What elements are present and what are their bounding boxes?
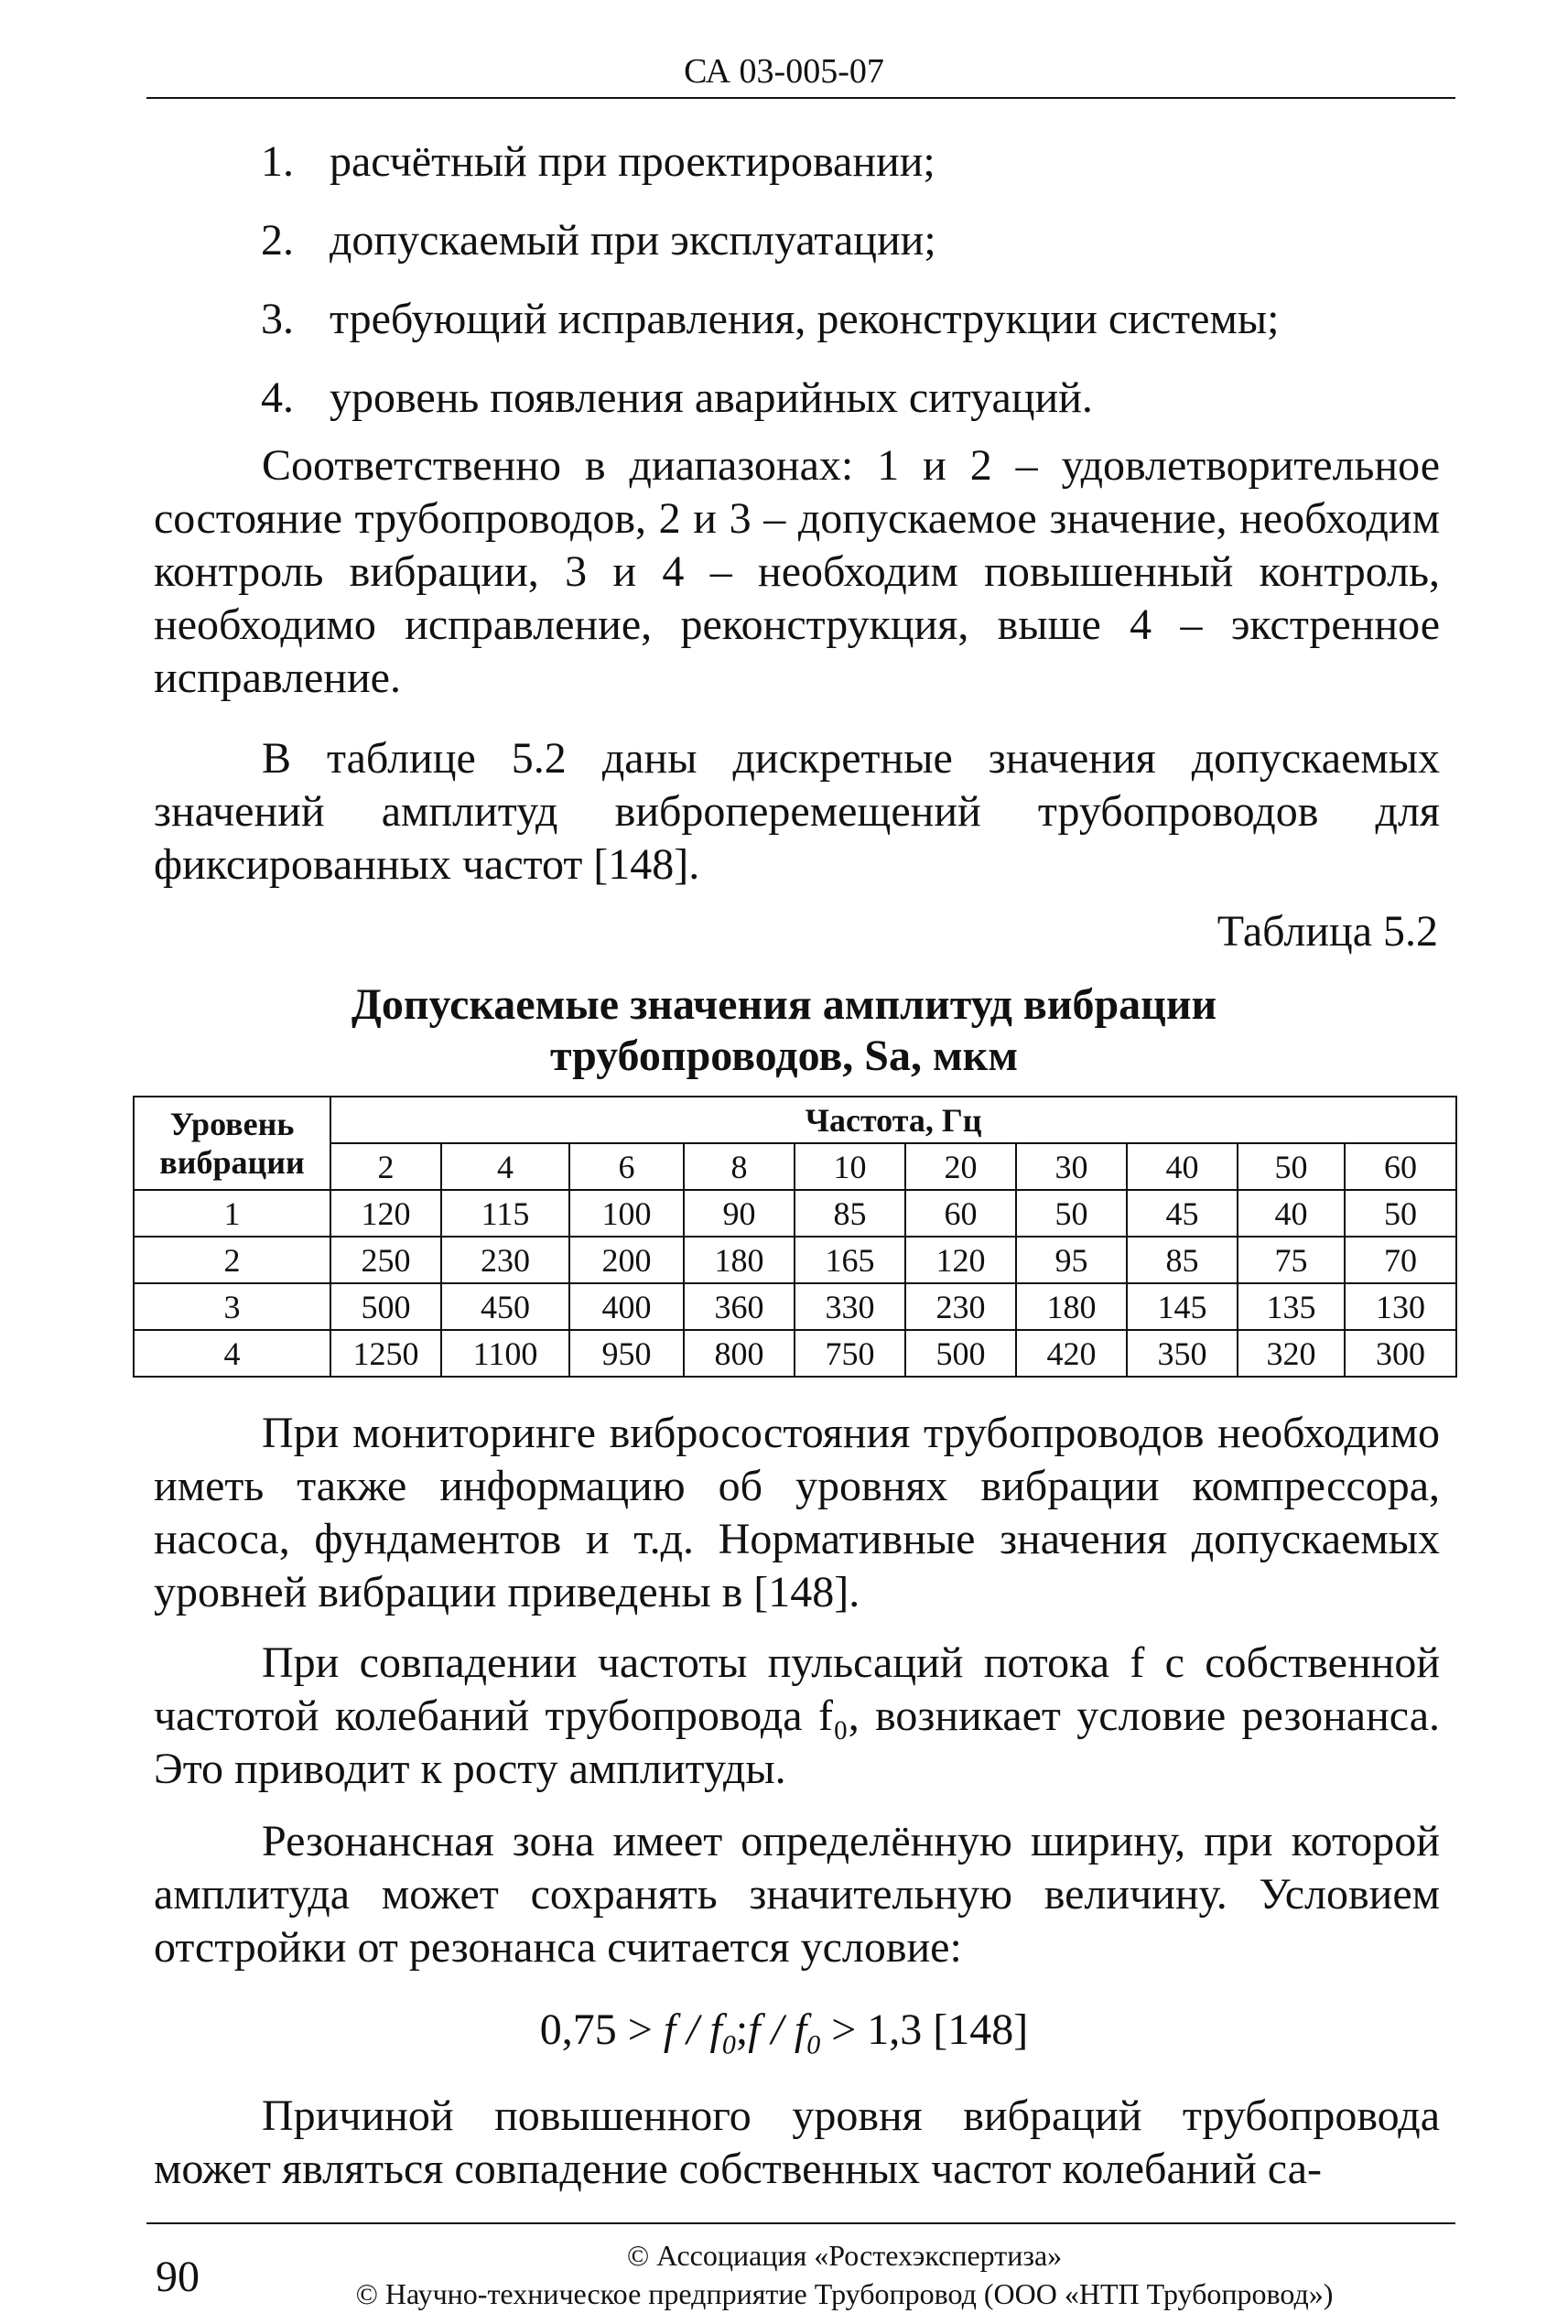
formula-separator: ; — [735, 2005, 749, 2054]
value-cell: 95 — [1016, 1237, 1127, 1283]
value-cell: 250 — [330, 1237, 441, 1283]
value-cell: 500 — [330, 1283, 441, 1330]
value-cell: 300 — [1345, 1330, 1456, 1377]
list-item — [261, 137, 1279, 187]
paragraph-resonance-condition — [154, 1637, 1440, 1796]
value-cell: 145 — [1127, 1283, 1238, 1330]
value-cell: 330 — [795, 1283, 905, 1330]
value-cell: 85 — [795, 1190, 905, 1237]
formula-ratio: f / f — [663, 2005, 722, 2054]
value-cell: 165 — [795, 1237, 905, 1283]
table-header-row — [134, 1097, 1456, 1143]
footer-copyright-1: © Ассоциация «Ростехэкспертиза» — [626, 2239, 1063, 2272]
value-cell: 1100 — [441, 1330, 569, 1377]
list-item-text: допускаемый при эксплуатации; — [330, 216, 936, 265]
page-number: 90 — [156, 2253, 200, 2301]
list-item-number: 2. — [261, 216, 294, 265]
frequency-cell: 10 — [795, 1143, 905, 1190]
value-cell: 400 — [569, 1283, 684, 1330]
numbered-list — [261, 137, 1279, 452]
paragraph-table-intro — [154, 732, 1440, 892]
frequency-cell: 20 — [905, 1143, 1016, 1190]
table-row — [134, 1237, 1456, 1283]
table-row — [134, 1330, 1456, 1377]
value-cell: 450 — [441, 1283, 569, 1330]
value-cell: 200 — [569, 1237, 684, 1283]
level-column-header: Уровень вибрации — [134, 1097, 330, 1190]
paragraph-cause — [154, 2090, 1440, 2196]
frequency-cell: 6 — [569, 1143, 684, 1190]
value-cell: 180 — [1016, 1283, 1127, 1330]
value-cell: 180 — [684, 1237, 795, 1283]
level-cell: 1 — [134, 1190, 330, 1237]
value-cell: 230 — [905, 1283, 1016, 1330]
list-item — [261, 373, 1279, 423]
header-rule — [146, 97, 1455, 99]
frequency-cell: 8 — [684, 1143, 795, 1190]
value-cell: 350 — [1127, 1330, 1238, 1377]
paragraph-text: При мониторинге вибросостояния трубопроводов необходимо иметь также информацию об уровнях вибрации компрессора, насоса, фундаментов и т.д. Нормативные значения допускаемых уровней вибрации приведены в [148]. — [154, 1409, 1440, 1616]
frequency-cell: 30 — [1016, 1143, 1127, 1190]
list-item-text: требующий исправления, реконструкции системы; — [330, 295, 1280, 343]
level-cell: 4 — [134, 1330, 330, 1377]
paragraph-text: Резонансная зона имеет определённую ширину, при которой амплитуда может сохранять значительную величину. Условием отстройки от резонанса считается условие: — [154, 1817, 1440, 1972]
value-cell: 800 — [684, 1330, 795, 1377]
list-item-text: уровень появления аварийных ситуаций. — [330, 373, 1093, 422]
value-cell: 85 — [1127, 1237, 1238, 1283]
value-cell: 50 — [1345, 1190, 1456, 1237]
value-cell: 950 — [569, 1330, 684, 1377]
value-cell: 115 — [441, 1190, 569, 1237]
value-cell: 60 — [905, 1190, 1016, 1237]
paragraph-text: Соответственно в диапазонах: 1 и 2 – удовлетворительное состояние трубопроводов, 2 и 3 – допускаемое значение, необходим контроль вибрации, 3 и 4 – необходим повышенный контроль, необходимо исправление, реконструкция, выше 4 – экстренное исправление. — [154, 441, 1440, 702]
frequency-header: Частота, Гц — [330, 1097, 1456, 1143]
list-item — [261, 216, 1279, 265]
value-cell: 130 — [1345, 1283, 1456, 1330]
frequency-cell: 60 — [1345, 1143, 1456, 1190]
formula-ratio: f / f — [748, 2005, 807, 2054]
value-cell: 750 — [795, 1330, 905, 1377]
value-cell: 1250 — [330, 1330, 441, 1377]
level-cell: 2 — [134, 1237, 330, 1283]
value-cell: 90 — [684, 1190, 795, 1237]
value-cell: 230 — [441, 1237, 569, 1283]
list-item-number: 1. — [261, 137, 294, 186]
frequency-cell: 40 — [1127, 1143, 1238, 1190]
formula-right: > 1,3 [148] — [831, 2005, 1029, 2054]
value-cell: 50 — [1016, 1190, 1127, 1237]
value-cell: 120 — [330, 1190, 441, 1237]
table-number: Таблица 5.2 — [1217, 907, 1438, 956]
value-cell: 420 — [1016, 1330, 1127, 1377]
list-item-text: расчётный при проектировании; — [330, 137, 935, 186]
value-cell: 70 — [1345, 1237, 1456, 1283]
value-cell: 40 — [1238, 1190, 1345, 1237]
paragraph-text: При совпадении частоты пульсаций потока f с собственной частотой колебаний трубопровода f₀, возникает условие резонанса. Это приводит к росту амплитуды. — [154, 1638, 1440, 1793]
list-item — [261, 295, 1279, 344]
value-cell: 75 — [1238, 1237, 1345, 1283]
list-item-number: 3. — [261, 295, 294, 343]
paragraph-text: Причиной повышенного уровня вибраций трубопровода может являться совпадение собственных частот колебаний са- — [154, 2092, 1440, 2193]
frequency-cell: 4 — [441, 1143, 569, 1190]
value-cell: 45 — [1127, 1190, 1238, 1237]
frequency-row — [134, 1143, 1456, 1190]
formula-left: 0,75 > — [539, 2005, 653, 2054]
paragraph-monitoring — [154, 1407, 1440, 1619]
frequency-cell: 2 — [330, 1143, 441, 1190]
paragraph-ranges — [154, 439, 1440, 705]
vibration-table — [133, 1096, 1457, 1378]
value-cell: 360 — [684, 1283, 795, 1330]
table-title — [0, 979, 1568, 1082]
value-cell: 320 — [1238, 1330, 1345, 1377]
value-cell: 100 — [569, 1190, 684, 1237]
detuning-formula — [0, 2005, 1568, 2071]
formula-subscript: 0 — [721, 2029, 736, 2060]
value-cell: 120 — [905, 1237, 1016, 1283]
frequency-cell: 50 — [1238, 1143, 1345, 1190]
table-row — [134, 1283, 1456, 1330]
footer-rule — [146, 2222, 1455, 2224]
value-cell: 135 — [1238, 1283, 1345, 1330]
paragraph-resonance-zone — [154, 1815, 1440, 1974]
document-code: СА 03-005-07 — [684, 52, 884, 91]
list-item-number: 4. — [261, 373, 294, 422]
formula-subscript: 0 — [806, 2029, 821, 2060]
table-row — [134, 1190, 1456, 1237]
table-title-line: Допускаемые значения амплитуд вибрации — [351, 980, 1217, 1029]
footer-copyright-2: © Научно-техническое предприятие Трубопровод (ООО «НТП Трубопровод») — [355, 2277, 1334, 2310]
level-cell: 3 — [134, 1283, 330, 1330]
table-title-line: трубопроводов, Sa, мкм — [549, 1032, 1019, 1080]
value-cell: 500 — [905, 1330, 1016, 1377]
paragraph-text: В таблице 5.2 даны дискретные значения допускаемых значений амплитуд виброперемещений трубопроводов для фиксированных частот [148]. — [154, 734, 1440, 889]
